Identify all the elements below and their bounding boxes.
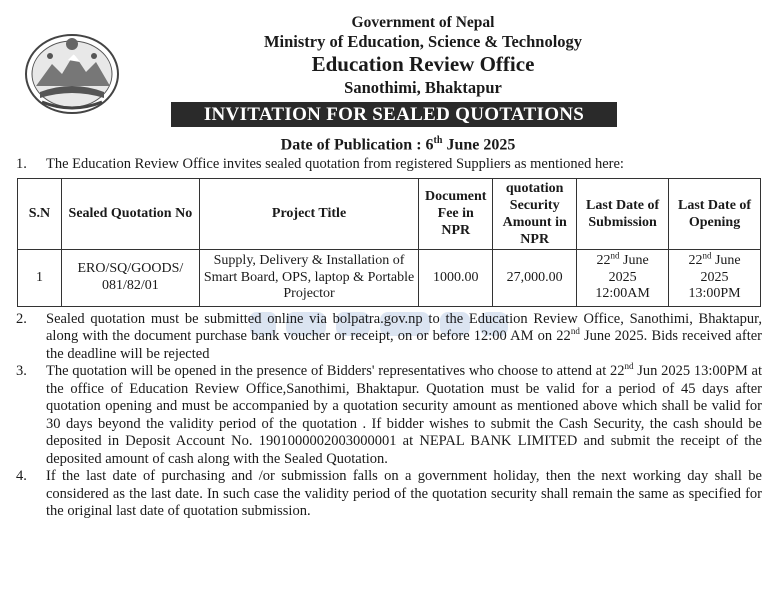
clause-2 xyxy=(14,311,762,364)
clause-date-suffix: nd xyxy=(624,361,634,372)
cell-document-fee: 1000.00 xyxy=(419,249,493,306)
office-name: Education Review Office xyxy=(311,52,535,76)
quotation-table xyxy=(17,178,761,307)
opening-time: 13:00PM xyxy=(688,286,741,302)
submission-month: June xyxy=(619,253,649,269)
submission-day-suffix: nd xyxy=(610,250,620,261)
ministry-name: Ministry of Education, Science & Technology xyxy=(263,32,583,51)
cell-submission-date xyxy=(577,249,669,306)
clause-text: If the last date of purchasing and /or submission falls on a government holiday, then the next working day shall be considered as the last date. In such case the validity period of the quotation security shall remain the same as specified for the original last date of quotation submission. xyxy=(46,468,762,520)
opening-day: 22 xyxy=(688,253,703,269)
cell-sealed-quotation-no: ERO/SQ/GOODS/ 081/82/01 xyxy=(61,249,199,306)
table-row xyxy=(18,249,761,306)
clause-text-continued: June 2025. Bids received after the deadline will be rejected xyxy=(46,328,762,362)
cell-project-title: Supply, Delivery & Installation of Smart Board, OPS, laptop & Portable Projector xyxy=(199,249,418,306)
clause-number: 1. xyxy=(16,156,27,173)
opening-month: June xyxy=(711,253,741,269)
header-project-title: Project Title xyxy=(199,178,418,249)
opening-day-suffix: nd xyxy=(702,250,712,261)
cell-opening-date xyxy=(669,249,761,306)
clause-number: 4. xyxy=(16,468,27,485)
clause-text: Sealed quotation must be submitted online via bolpatra.gov.np to the Education Review Office, Sanothimi, Bhaktapur, along with the document purchase bank voucher or receipt, on or before 12:00 AM on 22 xyxy=(46,310,762,345)
submission-time: 12:00AM xyxy=(595,286,650,302)
publication-date xyxy=(14,130,762,156)
letterhead xyxy=(14,14,762,98)
submission-year: 2025 xyxy=(608,269,637,285)
notice-title-banner: INVITATION FOR SEALED QUOTATIONS xyxy=(171,102,617,127)
cell-security-amount: 27,000.00 xyxy=(493,249,577,306)
clause-text: The quotation will be opened in the presence of Bidders' representatives who choose to attend at 22 xyxy=(46,363,625,380)
publication-date-suffix: th xyxy=(433,135,443,146)
nepal-emblem-icon xyxy=(22,30,122,116)
clause-3 xyxy=(14,363,762,468)
notice-page xyxy=(0,14,776,589)
clause-text: The Education Review Office invites sealed quotation from registered Suppliers as mentioned here: xyxy=(46,156,624,173)
clause-4 xyxy=(14,468,762,521)
office-location: Sanothimi, Bhaktapur xyxy=(344,78,502,97)
header-sealed-quotation-no: Sealed Quotation No xyxy=(61,178,199,249)
submission-day: 22 xyxy=(596,253,611,269)
clause-number: 2. xyxy=(16,310,27,327)
clause-date-suffix: nd xyxy=(570,326,580,337)
header-sn: S.N xyxy=(18,178,62,249)
opening-year: 2025 xyxy=(700,269,729,285)
table-header-row xyxy=(18,178,761,249)
publication-date-label: Date of Publication : 6 xyxy=(280,136,434,154)
header-security-amount: quotation Security Amount in NPR xyxy=(493,178,577,249)
clause-number: 3. xyxy=(16,363,27,380)
header-document-fee: Document Fee in NPR xyxy=(419,178,493,249)
header-opening-date: Last Date of Opening xyxy=(669,178,761,249)
cell-sn: 1 xyxy=(18,249,62,306)
clause-text-continued: Jun 2025 13:00PM at the office of Education Review Office,Sanothimi, Bhaktapur. Quotation must be valid for a period of 45 days after quotation opening and must be accompanied by a quotation security amount as mentioned above which shall be valid for 30 days beyond the validity period of the quotation . If bidder wishes to submit the Cash Security, the cash should be deposited in Deposit Account No. 1901000002003000001 at NEPAL BANK LIMITED and submit the receipt of the deposited amount of cash along with the Sealed Quotation. xyxy=(46,363,762,467)
clause-1 xyxy=(14,156,762,174)
header-submission-date: Last Date of Submission xyxy=(577,178,669,249)
government-name: Government of Nepal xyxy=(351,14,495,31)
publication-date-rest: June 2025 xyxy=(442,136,516,154)
